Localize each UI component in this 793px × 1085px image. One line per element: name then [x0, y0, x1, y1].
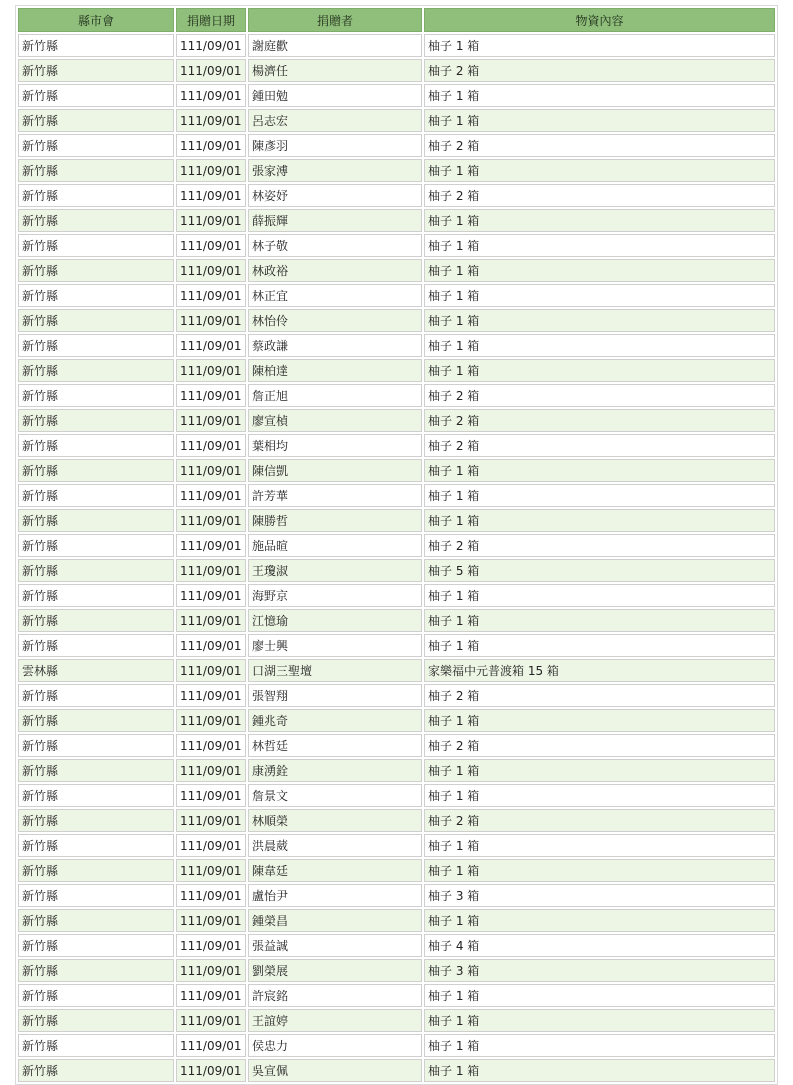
table-row — [18, 834, 775, 857]
cell-items: 柚子 1 箱 — [424, 984, 775, 1007]
cell-date: 111/09/01 — [176, 334, 246, 357]
cell-county: 新竹縣 — [18, 1059, 174, 1082]
table-row — [18, 134, 775, 157]
cell-donor: 呂志宏 — [248, 109, 422, 132]
table-row — [18, 1059, 775, 1082]
cell-date: 111/09/01 — [176, 309, 246, 332]
cell-donor: 康湧銓 — [248, 759, 422, 782]
header-items: 物資內容 — [424, 8, 775, 32]
table-row — [18, 609, 775, 632]
cell-donor: 詹正旭 — [248, 384, 422, 407]
cell-date: 111/09/01 — [176, 859, 246, 882]
cell-donor: 陳勝哲 — [248, 509, 422, 532]
table-row — [18, 284, 775, 307]
cell-county: 新竹縣 — [18, 984, 174, 1007]
table-row — [18, 259, 775, 282]
cell-items: 柚子 1 箱 — [424, 909, 775, 932]
cell-donor: 陳柏達 — [248, 359, 422, 382]
cell-date: 111/09/01 — [176, 659, 246, 682]
cell-items: 柚子 1 箱 — [424, 334, 775, 357]
table-row — [18, 309, 775, 332]
table-row — [18, 359, 775, 382]
cell-county: 新竹縣 — [18, 409, 174, 432]
cell-county: 新竹縣 — [18, 209, 174, 232]
table-row — [18, 559, 775, 582]
cell-items: 柚子 1 箱 — [424, 709, 775, 732]
cell-items: 柚子 2 箱 — [424, 59, 775, 82]
table-row — [18, 1009, 775, 1032]
table-row — [18, 84, 775, 107]
cell-county: 新竹縣 — [18, 509, 174, 532]
cell-county: 新竹縣 — [18, 59, 174, 82]
cell-county: 新竹縣 — [18, 159, 174, 182]
cell-donor: 楊濟任 — [248, 59, 422, 82]
table-row — [18, 459, 775, 482]
cell-date: 111/09/01 — [176, 609, 246, 632]
cell-county: 新竹縣 — [18, 609, 174, 632]
cell-items: 柚子 5 箱 — [424, 559, 775, 582]
cell-items: 柚子 1 箱 — [424, 859, 775, 882]
cell-items: 柚子 1 箱 — [424, 309, 775, 332]
cell-county: 新竹縣 — [18, 584, 174, 607]
table-row — [18, 59, 775, 82]
cell-date: 111/09/01 — [176, 109, 246, 132]
cell-county: 新竹縣 — [18, 734, 174, 757]
cell-county: 新竹縣 — [18, 109, 174, 132]
cell-donor: 口湖三聖壇 — [248, 659, 422, 682]
cell-date: 111/09/01 — [176, 809, 246, 832]
cell-county: 新竹縣 — [18, 434, 174, 457]
cell-items: 柚子 2 箱 — [424, 684, 775, 707]
table-row — [18, 34, 775, 57]
cell-donor: 林子敬 — [248, 234, 422, 257]
cell-items: 柚子 1 箱 — [424, 609, 775, 632]
cell-date: 111/09/01 — [176, 1059, 246, 1082]
cell-date: 111/09/01 — [176, 984, 246, 1007]
cell-county: 新竹縣 — [18, 259, 174, 282]
cell-items: 柚子 1 箱 — [424, 634, 775, 657]
cell-date: 111/09/01 — [176, 84, 246, 107]
header-county: 縣市會 — [18, 8, 174, 32]
cell-county: 新竹縣 — [18, 709, 174, 732]
cell-items: 家樂福中元普渡箱 15 箱 — [424, 659, 775, 682]
cell-donor: 盧怡尹 — [248, 884, 422, 907]
cell-donor: 林順榮 — [248, 809, 422, 832]
table-row — [18, 659, 775, 682]
cell-date: 111/09/01 — [176, 284, 246, 307]
cell-date: 111/09/01 — [176, 184, 246, 207]
cell-county: 新竹縣 — [18, 884, 174, 907]
cell-items: 柚子 3 箱 — [424, 884, 775, 907]
cell-items: 柚子 1 箱 — [424, 84, 775, 107]
cell-county: 新竹縣 — [18, 759, 174, 782]
cell-county: 雲林縣 — [18, 659, 174, 682]
cell-donor: 吳宣佩 — [248, 1059, 422, 1082]
cell-county: 新竹縣 — [18, 284, 174, 307]
cell-date: 111/09/01 — [176, 834, 246, 857]
cell-date: 111/09/01 — [176, 59, 246, 82]
cell-donor: 鍾兆奇 — [248, 709, 422, 732]
header-donor: 捐贈者 — [248, 8, 422, 32]
cell-donor: 張益誠 — [248, 934, 422, 957]
cell-items: 柚子 1 箱 — [424, 509, 775, 532]
cell-county: 新竹縣 — [18, 84, 174, 107]
cell-items: 柚子 1 箱 — [424, 484, 775, 507]
cell-county: 新竹縣 — [18, 1009, 174, 1032]
table-row — [18, 184, 775, 207]
cell-items: 柚子 2 箱 — [424, 184, 775, 207]
cell-date: 111/09/01 — [176, 909, 246, 932]
table-row — [18, 434, 775, 457]
table-row — [18, 859, 775, 882]
cell-county: 新竹縣 — [18, 784, 174, 807]
cell-items: 柚子 2 箱 — [424, 809, 775, 832]
cell-items: 柚子 1 箱 — [424, 209, 775, 232]
cell-county: 新竹縣 — [18, 959, 174, 982]
cell-county: 新竹縣 — [18, 334, 174, 357]
table-row — [18, 759, 775, 782]
cell-donor: 施品暄 — [248, 534, 422, 557]
cell-donor: 陳韋廷 — [248, 859, 422, 882]
cell-county: 新竹縣 — [18, 359, 174, 382]
cell-date: 111/09/01 — [176, 259, 246, 282]
cell-items: 柚子 1 箱 — [424, 34, 775, 57]
cell-county: 新竹縣 — [18, 34, 174, 57]
cell-county: 新竹縣 — [18, 384, 174, 407]
cell-items: 柚子 1 箱 — [424, 1009, 775, 1032]
cell-donor: 林政裕 — [248, 259, 422, 282]
cell-donor: 許芳華 — [248, 484, 422, 507]
cell-donor: 林正宜 — [248, 284, 422, 307]
cell-date: 111/09/01 — [176, 959, 246, 982]
cell-items: 柚子 1 箱 — [424, 1034, 775, 1057]
cell-donor: 江憶瑜 — [248, 609, 422, 632]
table-row — [18, 109, 775, 132]
cell-county: 新竹縣 — [18, 934, 174, 957]
cell-date: 111/09/01 — [176, 709, 246, 732]
cell-items: 柚子 2 箱 — [424, 134, 775, 157]
cell-date: 111/09/01 — [176, 434, 246, 457]
cell-date: 111/09/01 — [176, 1009, 246, 1032]
cell-items: 柚子 2 箱 — [424, 409, 775, 432]
cell-donor: 陳彥羽 — [248, 134, 422, 157]
table-row — [18, 959, 775, 982]
cell-county: 新竹縣 — [18, 684, 174, 707]
cell-date: 111/09/01 — [176, 559, 246, 582]
cell-county: 新竹縣 — [18, 809, 174, 832]
cell-date: 111/09/01 — [176, 484, 246, 507]
cell-donor: 薛振輝 — [248, 209, 422, 232]
cell-county: 新竹縣 — [18, 909, 174, 932]
table-row — [18, 934, 775, 957]
table-row — [18, 159, 775, 182]
cell-donor: 張家溥 — [248, 159, 422, 182]
table-row — [18, 634, 775, 657]
cell-items: 柚子 4 箱 — [424, 934, 775, 957]
cell-date: 111/09/01 — [176, 634, 246, 657]
table-row — [18, 234, 775, 257]
cell-items: 柚子 2 箱 — [424, 384, 775, 407]
cell-date: 111/09/01 — [176, 509, 246, 532]
cell-items: 柚子 1 箱 — [424, 834, 775, 857]
cell-date: 111/09/01 — [176, 409, 246, 432]
cell-date: 111/09/01 — [176, 34, 246, 57]
cell-county: 新竹縣 — [18, 134, 174, 157]
table-row — [18, 684, 775, 707]
cell-donor: 張智翔 — [248, 684, 422, 707]
table-row — [18, 209, 775, 232]
cell-donor: 廖士興 — [248, 634, 422, 657]
cell-date: 111/09/01 — [176, 934, 246, 957]
cell-donor: 洪晨葳 — [248, 834, 422, 857]
cell-date: 111/09/01 — [176, 584, 246, 607]
donation-table-container — [15, 5, 774, 1085]
cell-donor: 鍾田勉 — [248, 84, 422, 107]
cell-donor: 謝庭歡 — [248, 34, 422, 57]
cell-date: 111/09/01 — [176, 884, 246, 907]
donation-table — [15, 5, 778, 1085]
table-row — [18, 384, 775, 407]
cell-items: 柚子 1 箱 — [424, 284, 775, 307]
cell-county: 新竹縣 — [18, 634, 174, 657]
cell-donor: 葉相均 — [248, 434, 422, 457]
cell-donor: 林姿妤 — [248, 184, 422, 207]
cell-county: 新竹縣 — [18, 184, 174, 207]
cell-date: 111/09/01 — [176, 209, 246, 232]
table-row — [18, 709, 775, 732]
cell-donor: 劉榮展 — [248, 959, 422, 982]
cell-date: 111/09/01 — [176, 734, 246, 757]
table-row — [18, 984, 775, 1007]
cell-county: 新竹縣 — [18, 459, 174, 482]
table-row — [18, 734, 775, 757]
cell-donor: 廖宣楨 — [248, 409, 422, 432]
table-row — [18, 584, 775, 607]
cell-donor: 王誼婷 — [248, 1009, 422, 1032]
cell-county: 新竹縣 — [18, 484, 174, 507]
cell-date: 111/09/01 — [176, 384, 246, 407]
cell-date: 111/09/01 — [176, 459, 246, 482]
cell-donor: 詹景文 — [248, 784, 422, 807]
table-body — [18, 34, 775, 1082]
table-row — [18, 509, 775, 532]
cell-county: 新竹縣 — [18, 534, 174, 557]
cell-items: 柚子 1 箱 — [424, 759, 775, 782]
cell-items: 柚子 3 箱 — [424, 959, 775, 982]
cell-items: 柚子 1 箱 — [424, 1059, 775, 1082]
cell-donor: 林哲廷 — [248, 734, 422, 757]
cell-county: 新竹縣 — [18, 559, 174, 582]
table-row — [18, 809, 775, 832]
cell-date: 111/09/01 — [176, 359, 246, 382]
cell-date: 111/09/01 — [176, 684, 246, 707]
table-row — [18, 409, 775, 432]
cell-items: 柚子 1 箱 — [424, 109, 775, 132]
table-row — [18, 334, 775, 357]
header-date: 捐贈日期 — [176, 8, 246, 32]
cell-donor: 蔡政謙 — [248, 334, 422, 357]
cell-county: 新竹縣 — [18, 859, 174, 882]
cell-items: 柚子 2 箱 — [424, 534, 775, 557]
cell-items: 柚子 1 箱 — [424, 584, 775, 607]
table-row — [18, 1034, 775, 1057]
cell-items: 柚子 1 箱 — [424, 259, 775, 282]
cell-donor: 王瓊淑 — [248, 559, 422, 582]
cell-county: 新竹縣 — [18, 834, 174, 857]
cell-county: 新竹縣 — [18, 309, 174, 332]
cell-donor: 侯忠力 — [248, 1034, 422, 1057]
cell-donor: 海野京 — [248, 584, 422, 607]
cell-items: 柚子 1 箱 — [424, 359, 775, 382]
cell-donor: 許宸銘 — [248, 984, 422, 1007]
table-header-row — [18, 8, 775, 32]
table-row — [18, 484, 775, 507]
cell-date: 111/09/01 — [176, 234, 246, 257]
cell-date: 111/09/01 — [176, 759, 246, 782]
cell-county: 新竹縣 — [18, 234, 174, 257]
cell-date: 111/09/01 — [176, 134, 246, 157]
table-row — [18, 534, 775, 557]
cell-date: 111/09/01 — [176, 159, 246, 182]
cell-date: 111/09/01 — [176, 534, 246, 557]
cell-items: 柚子 1 箱 — [424, 159, 775, 182]
cell-items: 柚子 1 箱 — [424, 234, 775, 257]
cell-items: 柚子 2 箱 — [424, 434, 775, 457]
table-row — [18, 884, 775, 907]
table-row — [18, 784, 775, 807]
cell-items: 柚子 1 箱 — [424, 784, 775, 807]
cell-date: 111/09/01 — [176, 1034, 246, 1057]
table-row — [18, 909, 775, 932]
cell-donor: 陳信凱 — [248, 459, 422, 482]
cell-items: 柚子 1 箱 — [424, 459, 775, 482]
cell-items: 柚子 2 箱 — [424, 734, 775, 757]
cell-county: 新竹縣 — [18, 1034, 174, 1057]
cell-donor: 鍾榮昌 — [248, 909, 422, 932]
cell-date: 111/09/01 — [176, 784, 246, 807]
cell-donor: 林怡伶 — [248, 309, 422, 332]
